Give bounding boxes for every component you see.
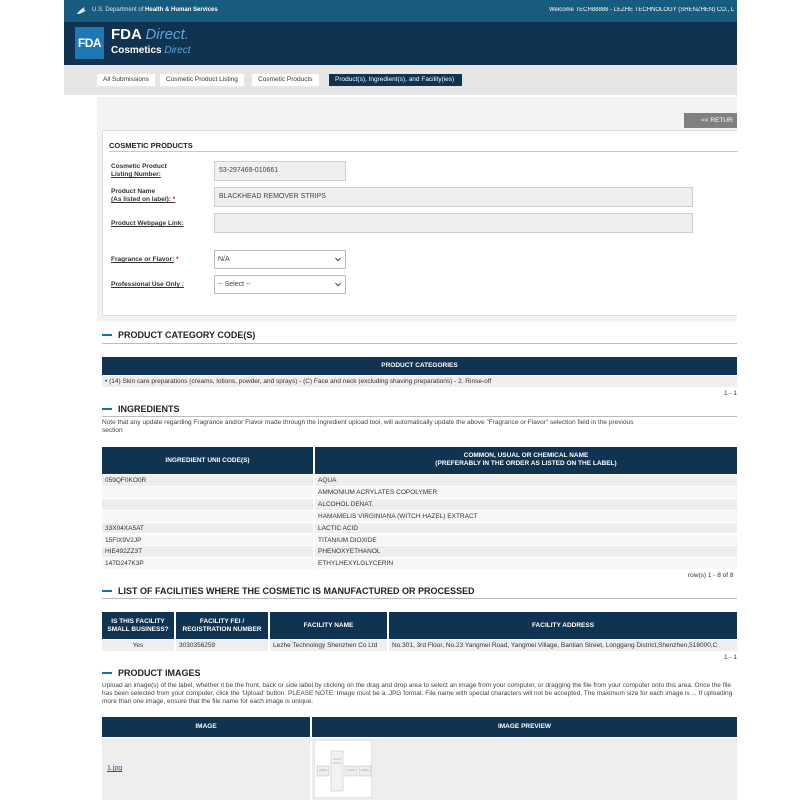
bullet: • (105, 378, 108, 385)
fda-logo[interactable]: FDA (75, 27, 104, 59)
brand-line1-italic: Direct. (145, 26, 189, 43)
fei-header-line1: FACILITY FEI / (199, 618, 245, 625)
facilities-heading[interactable] (102, 586, 475, 596)
ingredient-code-cell (102, 487, 313, 498)
cosmetic-products-box (102, 130, 737, 316)
breadcrumb (64, 65, 737, 95)
chevron-down-icon (335, 257, 341, 262)
listing-label-line2: Listing Number: (111, 171, 161, 178)
ingredients-heading[interactable] (102, 404, 180, 414)
fragrance-label-text: Fragrance or Flavor: (111, 256, 175, 263)
category-pager: 1 - 1 (724, 390, 738, 397)
listing-number-field[interactable]: 53-297469-010661 (214, 161, 346, 181)
section-collapse-icon[interactable] (102, 408, 112, 410)
name-label-line1: Product Name (111, 188, 156, 195)
breadcrumb-cosmetic-products[interactable]: Cosmetic Products (252, 74, 319, 86)
small-business-header (102, 612, 174, 639)
ingredient-code-cell: 33X04XA5AT (102, 523, 313, 534)
fda-header (64, 22, 737, 65)
ingredients-note: Note that any update regarding Fragrance and/or Flavor made through the Ingredient upload tool, will automatically update the above "Fragrance or Flavor" selection field in the previous section (102, 419, 634, 434)
images-title: PRODUCT IMAGES (118, 668, 201, 678)
section-collapse-icon[interactable] (102, 672, 112, 674)
category-item-text: (14) Skin care preparations (creams, lotions, powder, and sprays) - (C) Face and neck (excluding shaving preparations) - 2. Rinse-off (109, 378, 492, 385)
welcome-user-text: Welcome TECH88888 - LEZHE TECHNOLOGY (SHENZHEN) CO., L (549, 7, 735, 13)
facilities-title: LIST OF FACILITIES WHERE THE COSMETIC IS MANUFACTURED OR PROCESSED (118, 586, 475, 596)
ingredient-code-cell: 15FIX9V2JP (102, 535, 313, 546)
hhs-top-bar (64, 0, 737, 22)
dept-prefix: U.S. Department of (92, 7, 146, 13)
ingredient-code-cell (102, 511, 313, 522)
chemical-name-header-line2: (PREFERABLY IN THE ORDER AS LISTED ON THE LABEL) (435, 460, 617, 467)
fragrance-select-value: N/A (218, 256, 230, 263)
ingredient-name-cell: AQUA (315, 475, 737, 486)
breadcrumb-current: Product(s), Ingredient(s), and Facility(ies) (329, 74, 462, 86)
fei-header (176, 612, 268, 639)
fda-direct-title (111, 26, 189, 43)
label-thumbnail-icon (315, 741, 373, 799)
listing-label-line1: Cosmetic Product (111, 163, 167, 170)
ingredient-name-cell: ALCOHOL DENAT. (315, 499, 737, 510)
ingredients-title: INGREDIENTS (118, 404, 180, 414)
divider (102, 343, 737, 344)
category-row (102, 376, 737, 387)
facility-address-header: FACILITY ADDRESS (389, 612, 737, 639)
return-button[interactable]: << RETUR (684, 113, 737, 128)
ingredient-code-cell: 147D247K3P (102, 558, 313, 569)
small-business-header-line2: SMALL BUSINESS? (107, 626, 169, 633)
facility-address-cell: No.301, 3rd Floor, No.23 Yangmei Road, Yangmei Village, Bantian Street, Longgang District,Shenzhen,518000,C (389, 640, 737, 651)
facility-name-cell: Lezhe Technology Shenzhen Co Ltd (270, 640, 387, 651)
breadcrumb-all-submissions[interactable]: All Submissions (97, 74, 155, 86)
cosmetics-direct-title (111, 45, 190, 56)
ingredient-code-cell: 059QF0KO0R (102, 475, 313, 486)
image-preview-cell (312, 738, 737, 800)
chemical-name-header (315, 447, 737, 474)
small-business-header-line1: IS THIS FACILITY (111, 618, 165, 625)
hhs-eagle-icon (76, 5, 88, 17)
brand-line2-bold: Cosmetics (111, 45, 162, 56)
ingredient-name-cell: TITANIUM DIOXIDE (315, 535, 737, 546)
required-marker: * (172, 196, 176, 203)
ingredient-code-cell: HIE492ZZ3T (102, 546, 313, 557)
required-marker: * (176, 256, 179, 263)
breadcrumb-cosmetic-product-listing[interactable]: Cosmetic Product Listing (160, 74, 244, 86)
image-preview-header: IMAGE PREVIEW (312, 717, 737, 737)
fei-cell: 3030356259 (176, 640, 268, 651)
product-name-label (111, 188, 175, 204)
category-title: PRODUCT CATEGORY CODE(S) (118, 330, 256, 340)
divider (109, 151, 738, 152)
image-upload-instructions: Upload an image(s) of the label, whether it be the front, back or side label by clicking on the drag and drop area to select an image from your computer, or dragging the file from your computer onto this area. Once the file has been selected from your computer, click the 'Upload' button. PLEASE NOTE: Image must be a .JPG format. File name with special characters will not be accepted. The maximum size for each image is ... If uploading more than one image, ensure that the file name for each image is unique. (102, 682, 733, 705)
listing-number-label (111, 163, 167, 179)
divider (102, 416, 737, 417)
fragrance-select[interactable] (214, 250, 346, 269)
product-name-field[interactable]: BLACKHEAD REMOVER STRIPS (214, 187, 693, 207)
webpage-link-field[interactable] (214, 213, 693, 233)
fragrance-label (111, 256, 179, 264)
product-images-heading[interactable] (102, 668, 201, 678)
product-category-heading[interactable] (102, 330, 255, 340)
product-categories-header: PRODUCT CATEGORIES (102, 357, 737, 375)
professional-use-label: Professional Use Only : (111, 281, 184, 288)
chevron-down-icon (335, 282, 341, 287)
image-file-link[interactable]: 1.jpg (107, 765, 123, 772)
ingredient-name-cell: LACTIC ACID (315, 523, 737, 534)
dept-name: Health & Human Services (145, 7, 218, 13)
section-collapse-icon[interactable] (102, 334, 112, 336)
image-thumbnail[interactable] (314, 740, 372, 798)
hhs-department-text[interactable] (92, 7, 218, 13)
small-business-cell: Yes (102, 640, 174, 651)
section-collapse-icon[interactable] (102, 590, 112, 592)
right-margin (737, 0, 800, 800)
fei-header-line2: REGISTRATION NUMBER (182, 626, 262, 633)
facilities-pager: 1 - 1 (724, 654, 738, 661)
ingredients-pager: row(s) 1 - 8 of 8 (688, 572, 734, 579)
webpage-link-label: Product Webpage Link: (111, 220, 184, 227)
unii-code-header: INGREDIENT UNII CODE(S) (102, 447, 313, 474)
left-margin (0, 0, 64, 800)
divider (102, 598, 737, 599)
cosmetic-products-title: COSMETIC PRODUCTS (109, 141, 193, 150)
image-cell (102, 738, 310, 800)
brand-line2-italic: Direct (164, 45, 191, 56)
facility-name-header: FACILITY NAME (270, 612, 387, 639)
chemical-name-header-line1: COMMON, USUAL OR CHEMICAL NAME (463, 452, 589, 459)
brand-line1-bold: FDA (111, 26, 142, 43)
professional-use-select[interactable] (214, 275, 346, 294)
name-label-line2: (As listed on label): (111, 196, 171, 203)
ingredient-name-cell: AMMONIUM ACRYLATES COPOLYMER (315, 487, 737, 498)
ingredient-name-cell: HAMAMELIS VIRGINIANA (WITCH HAZEL) EXTRACT (315, 511, 737, 522)
professional-select-value: -- Select -- (218, 281, 251, 288)
ingredient-name-cell: ETHYLHEXYLGLYCERIN (315, 558, 737, 569)
ingredient-code-cell (102, 499, 313, 510)
image-header: IMAGE (102, 717, 310, 737)
ingredient-name-cell: PHENOXYETHANOL (315, 546, 737, 557)
